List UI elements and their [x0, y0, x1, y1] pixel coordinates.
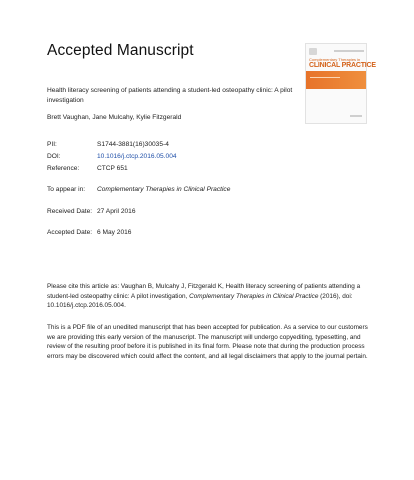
doi-link[interactable]: 10.1016/j.ctcp.2016.05.004 [97, 153, 177, 160]
manuscript-notice: This is a PDF file of an unedited manuscript that has been accepted for publication. As a service to our customers we are providing this early version of the manuscript. The manuscript will undergo copyediting, typesetting, and review of the resulting proof before it is published in its final form. Please note that during the production process errors may be discovered which could affect the content, and all legal disclaimers that apply to the journal pertain. [47, 324, 368, 360]
reference-value: CTCP 651 [97, 165, 128, 172]
cover-journal-line1: Complementary Therapies in [309, 57, 361, 62]
pii-row [47, 141, 169, 148]
appear-row [47, 186, 230, 193]
pii-label: PII: [47, 141, 57, 148]
citation-journal: Complementary Therapies in Clinical Practice [189, 292, 319, 300]
pii-value: S1744-3881(16)30035-4 [97, 141, 169, 148]
doi-label: DOI: [47, 153, 61, 160]
article-title: Health literacy screening of patients attending a student-led osteopathy clinic: A pilot investigation [47, 87, 293, 104]
accepted-row [47, 229, 131, 236]
citation-suffix: (2016), doi: 10.1016/j.ctcp.2016.05.004. [47, 292, 353, 310]
publisher-logo-icon [309, 48, 317, 55]
page-heading: Accepted Manuscript [47, 42, 194, 59]
citation-prefix: Please cite this article as: Vaughan B, Mulcahy J, Fitzgerald K, Health literacy screening of patients attending a student-led osteopathy clinic: A pilot investigation, [47, 283, 361, 300]
cover-journal-line2: CLINICAL PRACTICE [309, 62, 376, 69]
accepted-value: 6 May 2016 [97, 229, 132, 236]
appear-value: Complementary Therapies in Clinical Practice [97, 186, 231, 193]
received-label: Received Date: [47, 208, 93, 215]
cover-decoration [334, 50, 364, 52]
received-value: 27 April 2016 [97, 208, 136, 215]
doi-row [47, 153, 177, 160]
accepted-label: Accepted Date: [47, 229, 93, 236]
cover-footer-mark [350, 115, 362, 117]
reference-row [47, 165, 128, 172]
cover-band [306, 71, 366, 89]
article-authors: Brett Vaughan, Jane Mulcahy, Kylie Fitzgerald [47, 114, 182, 121]
reference-label: Reference: [47, 165, 80, 172]
received-row [47, 208, 136, 215]
citation-paragraph [47, 282, 367, 311]
journal-cover-image [305, 43, 376, 124]
appear-label: To appear in: [47, 186, 86, 193]
